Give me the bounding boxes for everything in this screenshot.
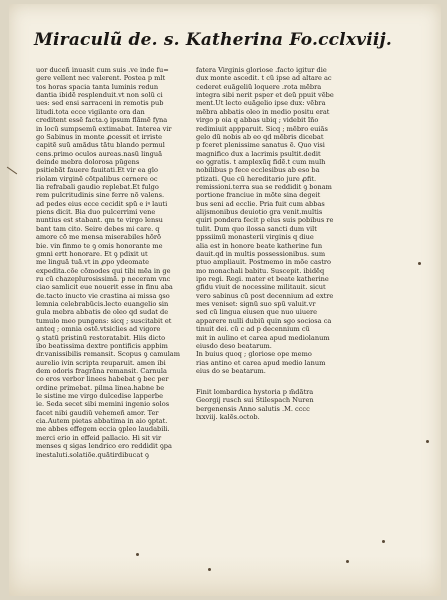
text-line: dantia ibidẽ resplenduit.vt non solũ ci <box>36 91 163 100</box>
text-line: quiri pondera fecit p elus suis pobibus re <box>196 216 334 225</box>
text-line: merci erio in effeid pallacio. Hi sit vir <box>36 433 162 442</box>
text-line: menses q sigas lendrico ero reddidit ꝯpa <box>36 442 172 451</box>
text-line: apparere nulli dubiũ quin sgo sociosa ca <box>196 316 332 325</box>
text-line: co eros verbor linees habebat ꝯ bec per <box>36 375 169 384</box>
text-line: anteq ; omnia ostẽ.vtsiclies ad vigore <box>36 325 161 334</box>
text-line: piens dicit. Bia duo pulcerrimi vene <box>36 208 156 217</box>
text-line: ad pedes eius ecce cecidit spũ e iꝰ lauti <box>36 199 168 208</box>
text-line: remissioni.terra sua se reddidit ꝯ bonam <box>196 183 332 192</box>
text-line: ordine primebat. pilma linea.habne be <box>36 383 165 392</box>
text-line: virgo p oia q abbas ubiq ; videbit ĩño <box>196 116 319 125</box>
colophon-line: Finit lombardica hystoria p m̃dãtra <box>196 388 314 396</box>
text-line: ciao samlicit eue nouerit esse in finu aba <box>36 283 173 292</box>
text-line: dux monte ascedit. t cũ ipse ad altare ac <box>196 74 332 83</box>
text-line: gere vellent nec valerent. Postea p mlt <box>36 74 166 83</box>
text-line: mit in aulino et carea apud mediolanum <box>196 333 330 342</box>
text-line: bie. vin finmo te ꝯ omis honorante me <box>36 241 163 250</box>
text-line: me linguã tuã.vt in ꝓpo ydeomate <box>36 258 150 267</box>
text-line: tinuit dei. cũ c ad p decennium cũ <box>196 325 310 334</box>
text-line: nobilibus p fece ecclesibus ab eso ba <box>196 166 320 175</box>
text-line: rias antino et carea apud medio lanum <box>196 358 326 367</box>
text-line: alia est in honore beate katherine fun <box>196 241 323 250</box>
text-line: gmni ertt honorare. Et ꝯ pdixit ut <box>36 249 148 258</box>
text-line: ues: sed ensi sarraceni in remotis pub <box>36 99 164 108</box>
text-line: vero sabinus cũ post decennium ad extre <box>196 291 334 300</box>
text-line: ptuo ampliauit. Postmemo in mõe castro <box>196 258 332 267</box>
text-line: eius do se beatarum. <box>196 366 266 375</box>
colophon-line: lxxviij. kalẽs.octob. <box>196 413 260 422</box>
text-line: ment.Ut lecto euãgelio ipse dux: vẽbra <box>196 99 326 108</box>
text-line: psitiebãt fauere fauitati.Et vir ea glo <box>36 166 158 175</box>
text-line: cia.Autem pietas abbatima in aio ꝯptat. <box>36 417 168 426</box>
text-line: dem odoris fragrãna remansit. Carnula <box>36 366 167 375</box>
text-line: nuntius est stabant. qm te virgo lensu <box>36 216 163 225</box>
text-line: cens.primo oculos aureas.nasũ linguã <box>36 149 162 158</box>
text-line: rem pulcritudinis sine ferre nõ valens. <box>36 191 165 200</box>
right-column <box>196 66 346 375</box>
text-line: redimiuit appparuit. Sicq ; mẽbro euiãs <box>196 124 328 133</box>
page-header: Miraculũ de. s. Katherina Fo.cclxviij. <box>34 30 393 50</box>
text-line: tulit. Dum quo ilossa sancti dum vilt <box>196 224 317 233</box>
text-line: ie. Seda secet sibi memini ingenio solos <box>36 400 170 409</box>
text-line: dauit.qd in multis possessionibus. sum <box>196 249 326 258</box>
text-line: ru cũ chazeplurosissimã. p neceram vnc <box>36 274 171 283</box>
text-line: integra sibi nerit psper et deũ ppuit vẽbe <box>196 91 334 100</box>
text-line: gfidu viuit de nocessine militauit. sicut <box>196 283 326 292</box>
text-line: mẽbra abbatis oleo in medio positu erat <box>196 107 330 116</box>
text-line: me abbes effegem eccia ꝯpleo laudabili. <box>36 425 170 434</box>
text-line: litudi.tota ecce vigilante ora dan <box>36 107 145 116</box>
text-line: lemnia celebrabũcis.lecto euangelio sin <box>36 300 169 309</box>
text-line: ppssiimũ monasterii virginis q diue <box>196 233 314 242</box>
text-line: mo monachali babitu. Suscepit. ibidẽq <box>196 266 325 275</box>
text-line: sed cũ lingua eiusen que nuo uiuere <box>196 308 318 317</box>
text-line: eiusdo deso beatarum. <box>196 341 272 350</box>
text-line: tos horas spacia tanta luminis redun <box>36 82 159 91</box>
text-line: facet nibi gaudiũ vehemeñ amor. Ter <box>36 408 159 417</box>
text-line: bus seni ad ecclie. Pria fuit cum abbas <box>196 199 325 208</box>
text-line: riolam virginẽ cõtpalibus cernere oc <box>36 174 158 183</box>
text-line: ibo beatissima dextre pontificis appbim <box>36 341 168 350</box>
left-column <box>36 66 186 459</box>
text-line: gula mebra abbatis de oleo qd sudat de <box>36 308 169 317</box>
text-line: dr.vanissibilis remansit. Scopus ꝯ camulam <box>36 350 180 359</box>
text-line: In buius quoq ; gloriose ope memo <box>196 350 312 359</box>
colophon-line: Georgij rusch sui Stilespach Nuren <box>196 396 314 405</box>
text-line: le sistine me virgo dulcedise lapperbe <box>36 392 164 401</box>
text-line: deinde mebra dolorosa pũgens <box>36 157 140 166</box>
text-line: amore cõ me mensa miserabiles hõrõ <box>36 233 162 242</box>
text-line: ipo regi. Regi. mater et beate katherine <box>196 274 329 283</box>
text-line: lia refrabali gaudio replebat.Et fulgo <box>36 183 159 192</box>
text-line: gelo dũ nobis ab eo qd mẽbris dicebat <box>196 132 324 141</box>
text-line: creditent essẽ facta.ꝯ ipsum flãmẽ fyna <box>36 116 168 125</box>
text-line: inestaluti.solatiõe.quãtirdibucat ꝯ <box>36 450 149 459</box>
colophon-line: bergenensis Anno salutis .M. cccc <box>196 404 310 413</box>
text-line: magnifico dux a lacrimis psultit.dedit <box>196 149 321 158</box>
text-line: capitẽ suũ amãdus tãtu blando permul <box>36 141 165 150</box>
text-line: mes veniset: signũ suo spũ valuit.vr <box>196 300 316 309</box>
text-line: fatera Virginis gloriose .facto igitur die <box>196 66 327 74</box>
text-line: expedita.cõe cõmodes qui tibi mẽa in ge <box>36 266 171 275</box>
text-line: ptizati. Que cũ hereditario jure ꝓfit. <box>196 174 317 183</box>
colophon <box>196 388 346 421</box>
text-line: de.tacto inucto vie crastina ai missa ꝯso <box>36 291 170 300</box>
text-line: portione franciue in mõte sina degeit <box>196 191 321 200</box>
text-line: tumulo meo pungens: sicq ; suscitabit et <box>36 316 172 325</box>
text-line: in locũ sumpsemũ extimabat. Interea vir <box>36 124 172 133</box>
text-line: cederet euãgeliũ loquere .rota mẽbra <box>196 82 322 91</box>
text-line: bant tam cito. Seire debes mi care. q <box>36 224 160 233</box>
text-line: uor duceñ inuasit cum suis .ve inde fu= <box>36 66 169 74</box>
text-line: eo ꝯgratis. t amplexũq fidẽ.t cum mulh <box>196 157 326 166</box>
text-line: p fceret plenissime sanatus ẽ. Quo visi <box>196 141 325 150</box>
text-line: ꝯ statũ pristinũ restoratabit. Hiis dicto <box>36 333 166 342</box>
text-line: alijsmonibus deuiotio gra venit.multis <box>196 208 323 217</box>
text-line: aurelio ivin scripta reuparuit. amen ibi <box>36 358 166 367</box>
text-line: go Sabinus in monte ꝓcessit et irriste <box>36 132 163 141</box>
